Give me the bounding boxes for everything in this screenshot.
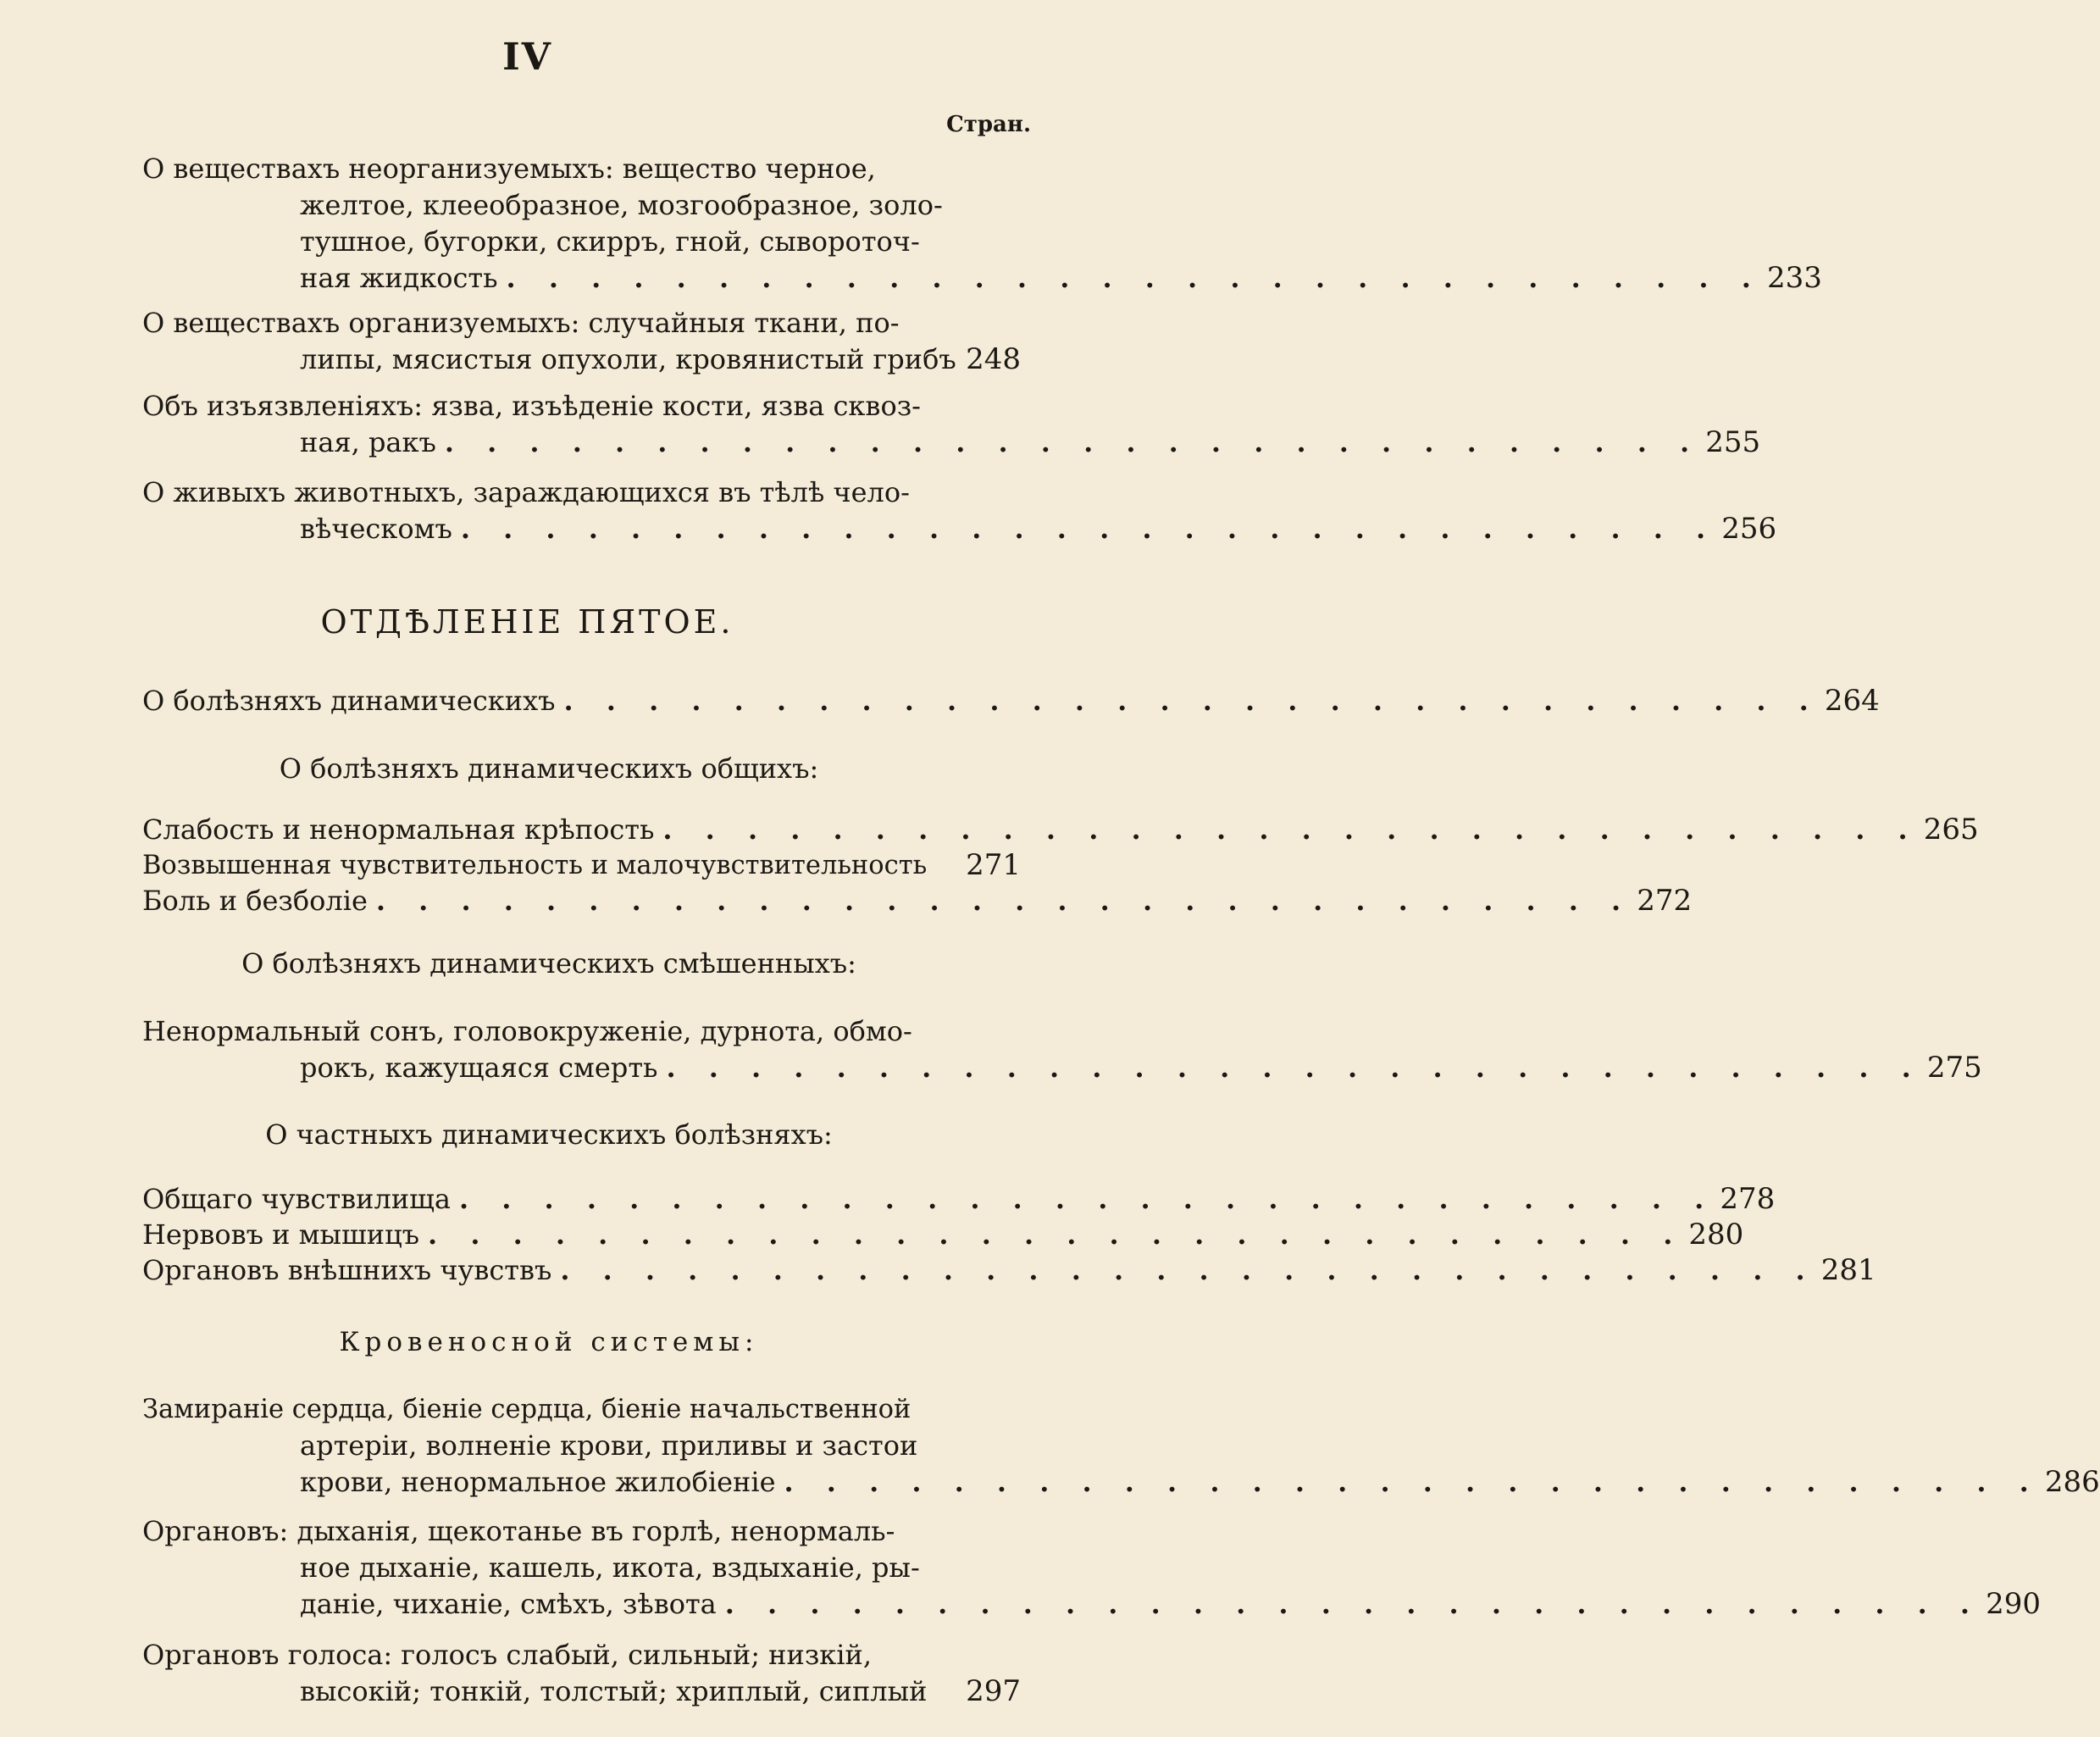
toc-entry-12 xyxy=(142,1252,1876,1289)
leader-dots: . . . . . . . . . . . . . . . . . . . . . . . . . . . . . . xyxy=(724,1588,1982,1620)
toc-entry-7 xyxy=(142,847,1021,884)
toc-text: липы, мясистыя опухоли, кровянистый грибъ xyxy=(300,343,956,375)
toc-text: Органовъ голоса: голосъ слабый, сильный; низкій, xyxy=(142,1639,873,1671)
page-number: 281 xyxy=(1820,1253,1876,1287)
toc-text: желтое, клееобразное, мозгообразное, золо- xyxy=(300,189,943,221)
leader-dots: . . . . . . . . . . . . . . . . . . . . . . . . . . . . . . xyxy=(662,813,1920,846)
page-number: 290 xyxy=(1986,1587,2042,1621)
section-title: ОТДѢЛЕНІЕ ПЯТОЕ. xyxy=(320,603,734,641)
toc-text: ная, ракъ xyxy=(300,426,436,458)
page-number: 255 xyxy=(1705,425,1761,459)
leader-dots: . . . . . . . . . . . . . . . . . . . . . . . . . . . . . . xyxy=(784,1466,2041,1498)
toc-text: Общаго чувствилища xyxy=(142,1183,451,1215)
leader-dots: . . . . . . . . . . . . . . . . . . . . . . . . . . . . . . xyxy=(444,426,1702,458)
leader-dots: . . . . . . . . . . . . . . . . . . . . . . . . . . . . . . xyxy=(563,685,1820,717)
toc-entry-8 xyxy=(142,883,1693,919)
toc-entry-1 xyxy=(142,151,1822,297)
toc-text: тушное, бугорки, скирръ, гной, сывороточ- xyxy=(300,225,920,258)
page-column-label: Стран. xyxy=(946,112,1031,137)
page-number: 265 xyxy=(1923,813,1979,846)
toc-text: ная жидкость xyxy=(300,262,498,294)
toc-text: ное дыханіе, кашель, икота, вздыханіе, ры- xyxy=(300,1551,920,1584)
toc-text: высокій; тонкій, толстый; хриплый, сиплый xyxy=(300,1675,928,1707)
toc-entry-9 xyxy=(142,1013,1982,1086)
toc-text: Возвышенная чувствительность и малочувствительность xyxy=(142,851,928,880)
toc-text: Объ изъязвленіяхъ: язва, изъѣденіе кости, язва сквоз- xyxy=(142,390,921,422)
page-number: 286 xyxy=(2044,1465,2100,1499)
page-number: 264 xyxy=(1824,684,1880,718)
leader-dots: . . . . . . . . . . . . . . . . . . . . . . . . . . . . . . xyxy=(375,885,1633,917)
page-number: 272 xyxy=(1637,884,1693,918)
page-number: 280 xyxy=(1688,1218,1744,1251)
toc-entry-6 xyxy=(142,812,1979,848)
toc-text: Нервовъ и мышицъ xyxy=(142,1218,420,1251)
toc-text: О веществахъ организуемыхъ: случайныя ткани, по- xyxy=(142,307,900,339)
toc-text: Ненормальный сонъ, головокруженіе, дурнота, обмо- xyxy=(142,1015,912,1047)
toc-entry-3 xyxy=(142,388,1761,461)
toc-text: Органовъ: дыханія, щекотанье въ горлѣ, ненормаль- xyxy=(142,1515,895,1547)
leader-dots: . . . . . . . . . . . . . . . . . . . . . . . . . . . . . . xyxy=(506,262,1763,294)
toc-text: О болѣзняхъ динамическихъ xyxy=(142,685,556,717)
toc-text: О живыхъ животныхъ, зараждающихся въ тѣлѣ чело- xyxy=(142,476,910,508)
subhead-general: О болѣзняхъ динамическихъ общихъ: xyxy=(279,752,819,785)
toc-entry-2 xyxy=(142,305,1021,378)
toc-text: крови, ненормальное жилобіеніе xyxy=(300,1466,776,1498)
toc-text: Боль и безболіе xyxy=(142,885,368,917)
page-number: 233 xyxy=(1766,261,1822,295)
subhead-mixed: О болѣзняхъ динамическихъ смѣшенныхъ: xyxy=(241,947,856,979)
leader-dots: . . . . . . . . . . . . . . . . . . . . . . . . . . . . . . xyxy=(560,1254,1817,1286)
toc-entry-4 xyxy=(142,474,1777,547)
subhead-blood-system: Кровеносной системы: xyxy=(339,1327,759,1357)
toc-entry-5 xyxy=(142,683,1880,719)
toc-text: даніе, чиханіе, смѣхъ, зѣвота xyxy=(300,1588,717,1620)
toc-entry-15 xyxy=(142,1637,1021,1710)
toc-text: вѣческомъ xyxy=(300,513,452,545)
toc-text: Слабость и ненормальная крѣпость xyxy=(142,813,655,846)
toc-text: Замираніе сердца, біеніе сердца, біеніе начальственной xyxy=(142,1395,911,1424)
page-folio: IV xyxy=(502,36,552,79)
page-number: 271 xyxy=(966,848,1021,882)
page-number: 248 xyxy=(966,342,1021,376)
toc-entry-14 xyxy=(142,1513,2042,1623)
toc-text: О веществахъ неорганизуемыхъ: вещество черное, xyxy=(142,153,876,185)
page-number: 297 xyxy=(966,1674,1021,1708)
leader-dots: . . . . . . . . . . . . . . . . . . . . . . . . . . . . . . xyxy=(458,1183,1716,1215)
page-number: 278 xyxy=(1720,1182,1776,1216)
toc-text: Органовъ внѣшнихъ чувствъ xyxy=(142,1254,552,1286)
toc-entry-10 xyxy=(142,1181,1776,1218)
subhead-particular: О частныхъ динамическихъ болѣзняхъ: xyxy=(265,1118,833,1151)
page-number: 275 xyxy=(1926,1051,1982,1085)
toc-text: артеріи, волненіе крови, приливы и застои xyxy=(300,1429,918,1462)
toc-text: рокъ, кажущаяся смерть xyxy=(300,1052,658,1084)
toc-entry-11 xyxy=(142,1217,1744,1253)
leader-dots: . . . . . . . . . . . . . . . . . . . . . . . . . . . . . . xyxy=(428,1218,1685,1251)
toc-entry-13 xyxy=(142,1391,2100,1501)
page-number: 256 xyxy=(1721,512,1777,546)
leader-dots: . . . . . . . . . . . . . . . . . . . . . . . . . . . . . . xyxy=(666,1052,1923,1084)
leader-dots: . . . . . . . . . . . . . . . . . . . . . . . . . . . . . . xyxy=(460,513,1718,545)
